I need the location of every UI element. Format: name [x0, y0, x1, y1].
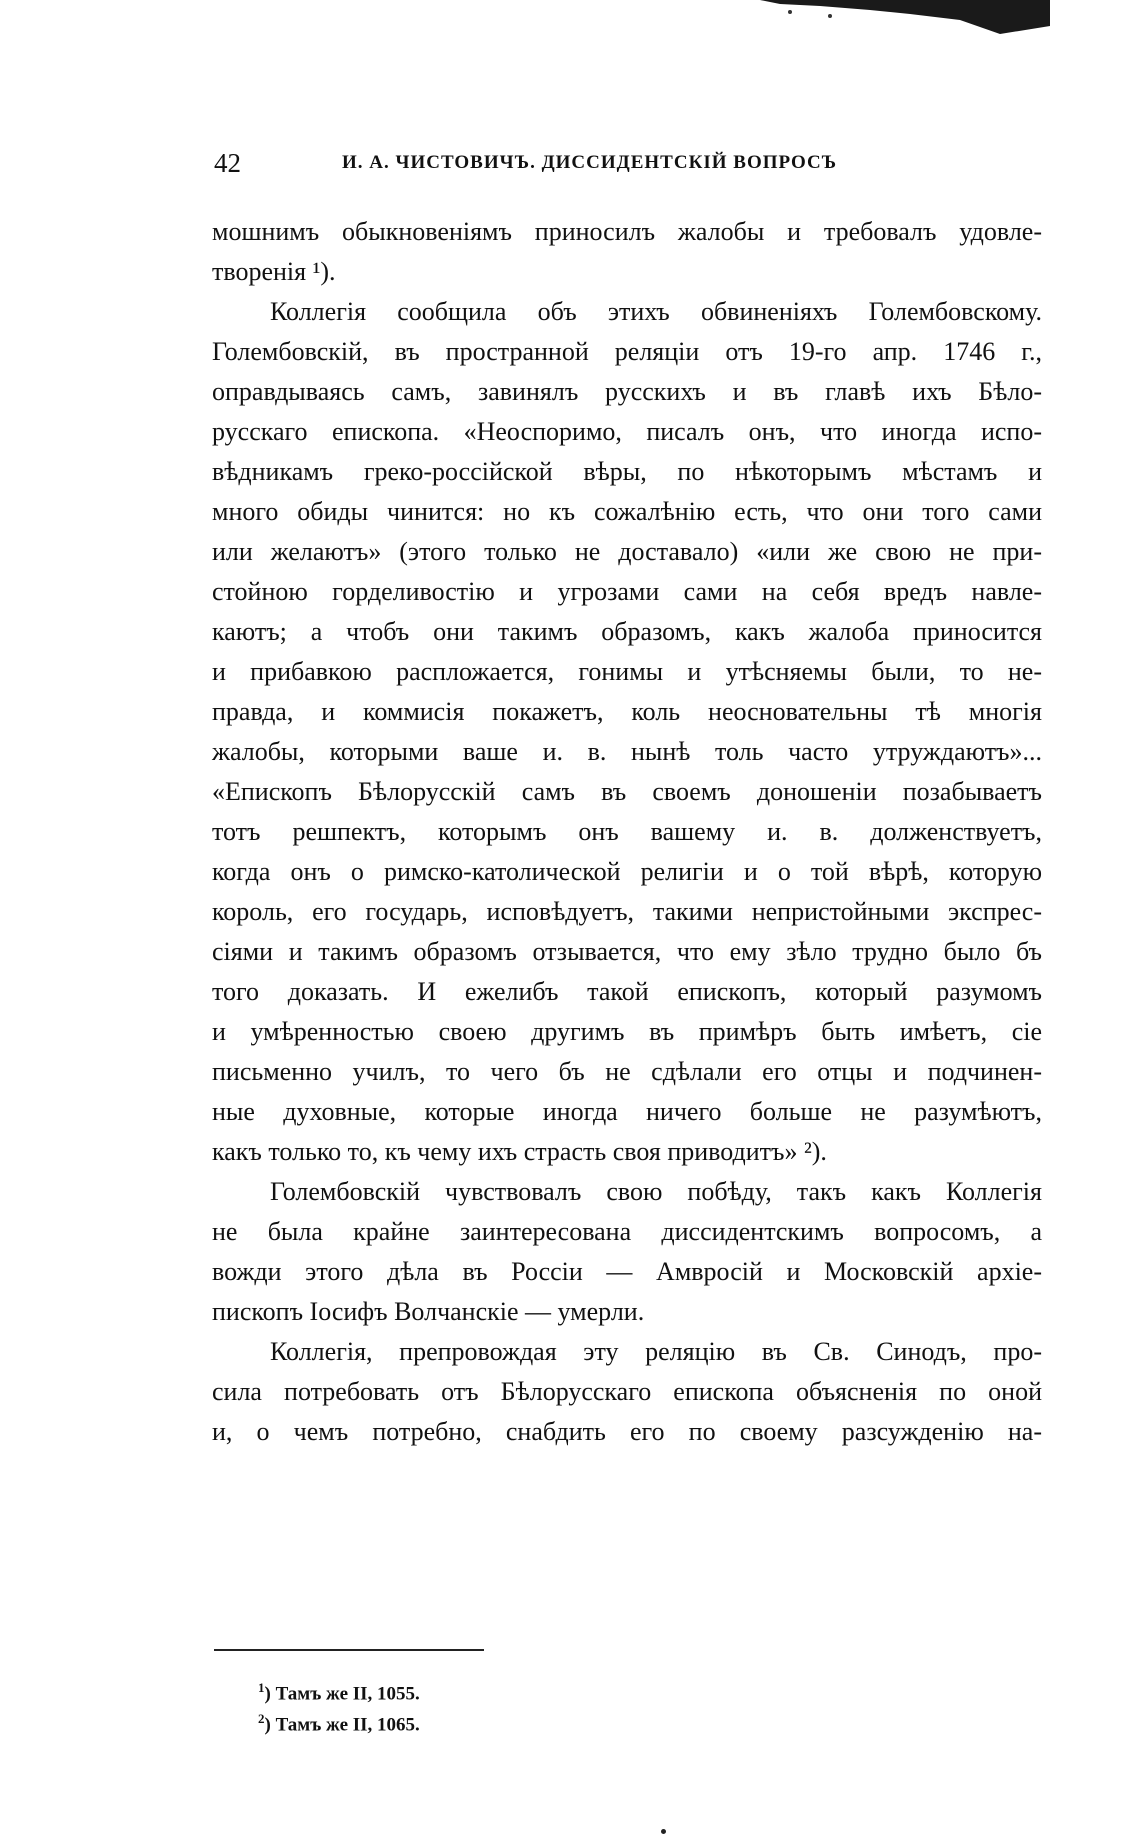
- footnote-text: ) Тамъ же II, 1065.: [264, 1714, 420, 1736]
- text-line: правда, и коммисія покажетъ, коль неосновательны тѣ многія: [212, 697, 1042, 726]
- text-line: много обиды чинится: но къ сожалѣнію есть, что они того сами: [212, 497, 1042, 526]
- text-line: стойною горделивостію и угрозами сами на себя вредъ навле-: [212, 577, 1042, 606]
- footnote-divider: [214, 1649, 484, 1651]
- text-line: и, о чемъ потребно, снабдить его по своему разсужденію на-: [212, 1417, 1042, 1446]
- body-text: [212, 212, 1042, 1452]
- footnote-text: ) Тамъ же II, 1055.: [264, 1683, 420, 1705]
- text-line: Коллегія сообщила объ этихъ обвиненіяхъ Голембовскому.: [270, 297, 1042, 326]
- running-head: [214, 148, 934, 188]
- text-line: сила потребовать отъ Бѣлорусскаго епископа объясненія по оной: [212, 1377, 1042, 1406]
- text-line: каютъ; а чтобъ они такимъ образомъ, какъ жалоба приносится: [212, 617, 1042, 646]
- text-line: жалобы, которыми ваше и. в. нынѣ толь часто утруждаютъ»...: [212, 737, 1042, 766]
- text-line: и умѣренностью своею другимъ въ примѣръ быть имѣетъ, сіе: [212, 1017, 1042, 1046]
- footnote-mark: 1: [258, 1680, 265, 1695]
- text-line: «Епископъ Бѣлорусскій самъ въ своемъ доношеніи позабываетъ: [212, 777, 1042, 806]
- text-line: того доказать. И ежелибъ такой епископъ, который разумомъ: [212, 977, 1042, 1006]
- scan-speck: [661, 1829, 666, 1834]
- text-line: сіями и такимъ образомъ отзывается, что ему зѣло трудно было бъ: [212, 937, 1042, 966]
- text-line: король, его государь, исповѣдуетъ, такими непристойными экспрес-: [212, 897, 1042, 926]
- text-line: пископъ Іосифъ Волчанскіе — умерли.: [212, 1297, 645, 1326]
- footnotes: [258, 1675, 658, 1738]
- text-line: когда онъ о римско-католической религіи и о той вѣрѣ, которую: [212, 857, 1042, 886]
- text-line: мошнимъ обыкновеніямъ приносилъ жалобы и требовалъ удовле-: [212, 217, 1042, 246]
- footnote-mark: 2: [258, 1711, 265, 1727]
- text-line: письменно училъ, то чего бъ не сдѣлали его отцы и подчинен-: [212, 1057, 1042, 1086]
- text-line: тотъ решпектъ, которымъ онъ вашему и. в. долженствуетъ,: [212, 817, 1042, 846]
- text-line: оправдываясь самъ, завинялъ русскихъ и въ главѣ ихъ Бѣло-: [212, 377, 1042, 406]
- footnote: [258, 1675, 658, 1706]
- text-line: русскаго епископа. «Неоспоримо, писалъ онъ, что иногда испо-: [212, 417, 1042, 446]
- text-line: Голембовскій чувствовалъ свою побѣду, такъ какъ Коллегія: [270, 1177, 1042, 1206]
- text-line: Голембовскій, въ пространной реляціи отъ 19-го апр. 1746 г.,: [212, 337, 1042, 366]
- footnote: [258, 1706, 658, 1737]
- text-line: Коллегія, препровождая эту реляцію въ Св. Синодъ, про-: [270, 1337, 1042, 1366]
- text-line: или желаютъ» (этого только не доставало) «или же свою не при-: [212, 537, 1042, 566]
- running-title: И. А. ЧИСТОВИЧЪ. ДИССИДЕНТСКІЙ ВОПРОСЪ: [342, 152, 838, 173]
- text-line: какъ только то, къ чему ихъ страсть своя приводитъ» ²).: [212, 1137, 827, 1166]
- text-line: ные духовные, которые иногда ничего больше не разумѣютъ,: [212, 1097, 1042, 1126]
- text-line: вѣдникамъ греко-россійской вѣры, по нѣкоторымъ мѣстамъ и: [212, 457, 1042, 486]
- text-line: не была крайне заинтересована диссидентскимъ вопросомъ, а: [212, 1217, 1042, 1246]
- page-number: 42: [214, 148, 241, 178]
- text-line: и прибавкою распложается, гонимы и утѣсняемы были, то не-: [212, 657, 1042, 686]
- text-line: вожди этого дѣла въ Россіи — Амвросій и Московскій архіе-: [212, 1257, 1042, 1286]
- scan-edge-artifact: [760, 0, 1050, 36]
- text-line: творенія ¹).: [212, 257, 336, 286]
